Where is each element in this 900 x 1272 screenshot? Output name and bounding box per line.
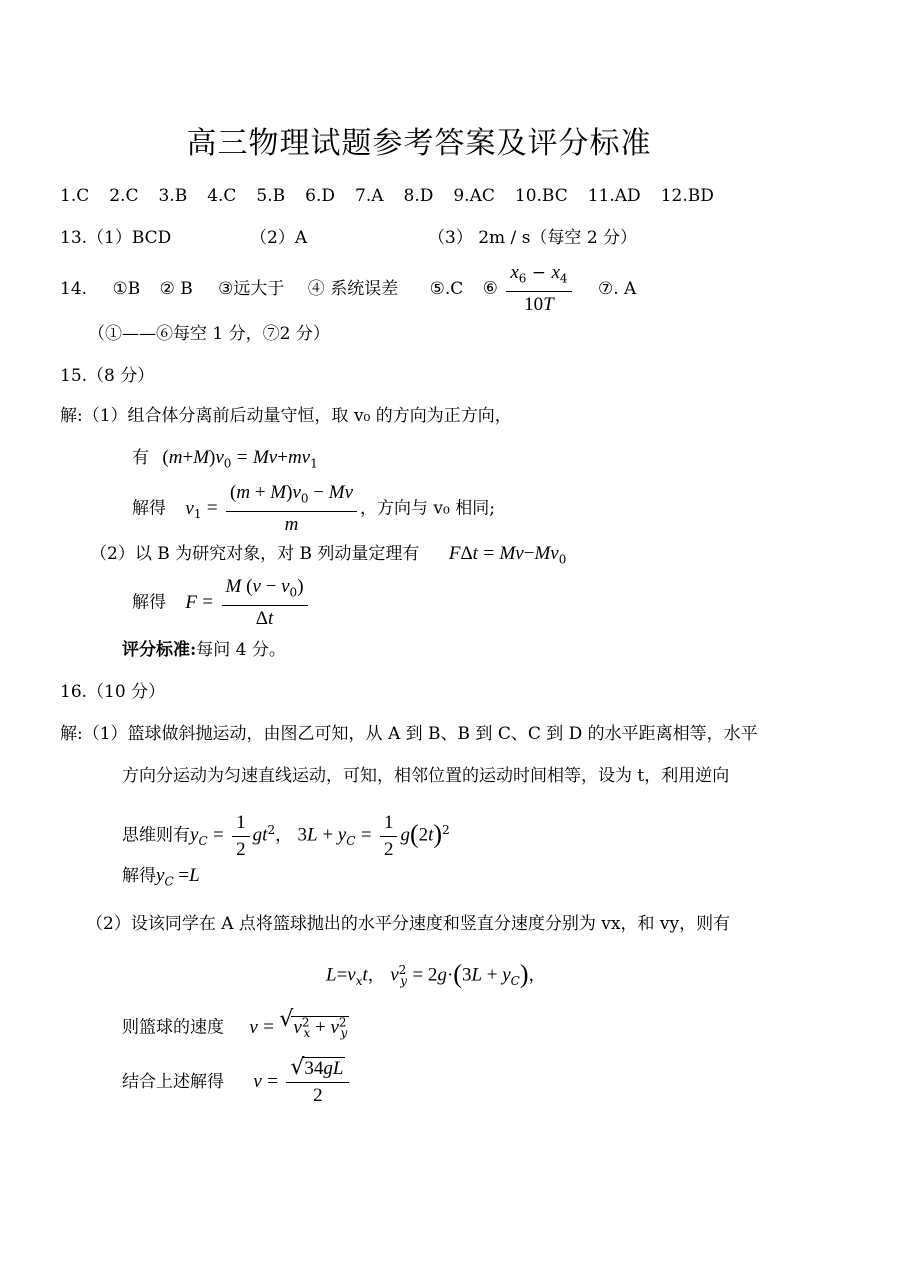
q13-part3: （3） 2m / s（每空 2 分） bbox=[428, 228, 638, 248]
q16-line-2: 方向分运动为匀速直线运动，可知，相邻位置的运动时间相等，设为 t，利用逆向 bbox=[122, 766, 730, 786]
q13-part2: （2）A bbox=[250, 228, 308, 248]
q16-solution-yc: 解得$y_C =L$ bbox=[122, 865, 200, 889]
q16-line-1: 解:（1）篮球做斜抛运动，由图乙可知，从 A 到 B、B 到 C、C 到 D 的水平距离相等，水平 bbox=[60, 724, 758, 744]
mc-answer: 5.B bbox=[256, 186, 286, 206]
q14-line bbox=[60, 262, 636, 316]
q14-answer-2: ② B bbox=[159, 278, 193, 299]
mc-answer: 7.A bbox=[355, 186, 384, 206]
mc-answer: 10.BC bbox=[514, 186, 568, 206]
q14-formula: $\frac{x_6 - x_4}{10T}$ bbox=[506, 262, 571, 316]
q16-heading: 16.（10 分） bbox=[60, 682, 166, 702]
q15-line-2: （2）以 B 为研究对象，对 B 列动量定理有 $F\Delta t = Mv-Mv_0$ bbox=[90, 543, 567, 567]
q16-line-5: （2）设该同学在 A 点将篮球抛出的水平分速度和竖直分速度分别为 vx，和 vy，则有 bbox=[86, 914, 731, 934]
q14-answer-3: ③远大于 bbox=[218, 278, 285, 299]
mc-answers bbox=[60, 184, 714, 208]
q15-momentum-equation: 有 $(m+M)v_0 = Mv+mv_1$ bbox=[132, 447, 318, 471]
mc-answer: 9.AC bbox=[453, 186, 495, 206]
q16-velocity-formula: 则篮球的速度 v = √ $v^2_x + v^2_y$ bbox=[122, 1007, 348, 1041]
mc-answer: 4.C bbox=[207, 186, 237, 206]
q16-equations-2: $L=v_xt$， $v^2_y = 2g\cdot(3L + y_C)$， bbox=[326, 959, 546, 989]
q15-solution-F: 解得 F = $\frac{M (v - v_0)}{\Delta t}$ bbox=[132, 576, 311, 630]
q16-final-answer: 结合上述解得 v = √ 34gL 2 bbox=[122, 1054, 352, 1110]
q14-answer-7: ⑦. A bbox=[597, 278, 637, 299]
q15-scoring-standard: 评分标准:每问 4 分。 bbox=[122, 640, 286, 660]
q14-answer-5: ⑤.C bbox=[429, 278, 464, 299]
q15-heading: 15.（8 分） bbox=[60, 366, 155, 386]
mc-answer: 1.C bbox=[60, 186, 90, 206]
q14-answer-6: ⑥ bbox=[482, 278, 498, 299]
q14-answer-4: ④ 系统误差 bbox=[307, 278, 399, 299]
q14-number: 14. bbox=[60, 278, 88, 299]
q13-part1: 13.（1）BCD bbox=[60, 228, 172, 248]
mc-answer: 6.D bbox=[305, 186, 335, 206]
mc-answer: 2.C bbox=[109, 186, 139, 206]
q14-score-note: （①——⑥每空 1 分，⑦2 分） bbox=[88, 324, 330, 344]
mc-answer: 8.D bbox=[403, 186, 434, 206]
q15-solution-v1: 解得 $v_1$ = $\frac{(m + M)v_0 - Mv}{m}$ ，方向与 v₀ 相同; bbox=[132, 482, 495, 536]
mc-answer: 3.B bbox=[158, 186, 188, 206]
mc-answer: 12.BD bbox=[660, 186, 714, 206]
q16-equations-1: 思维则有$y_C$ = $\frac{1}{2}$ $gt^2$， $3L + y_C$ = $\frac{1}{2}$ $g(2t)^2$ bbox=[122, 811, 450, 860]
q14-answer-1: ①B bbox=[112, 278, 141, 299]
page-title: 高三物理试题参考答案及评分标准 bbox=[186, 126, 652, 161]
q15-line-1: 解:（1）组合体分离前后动量守恒，取 v₀ 的方向为正方向， bbox=[60, 406, 512, 426]
mc-answer: 11.AD bbox=[587, 186, 641, 206]
